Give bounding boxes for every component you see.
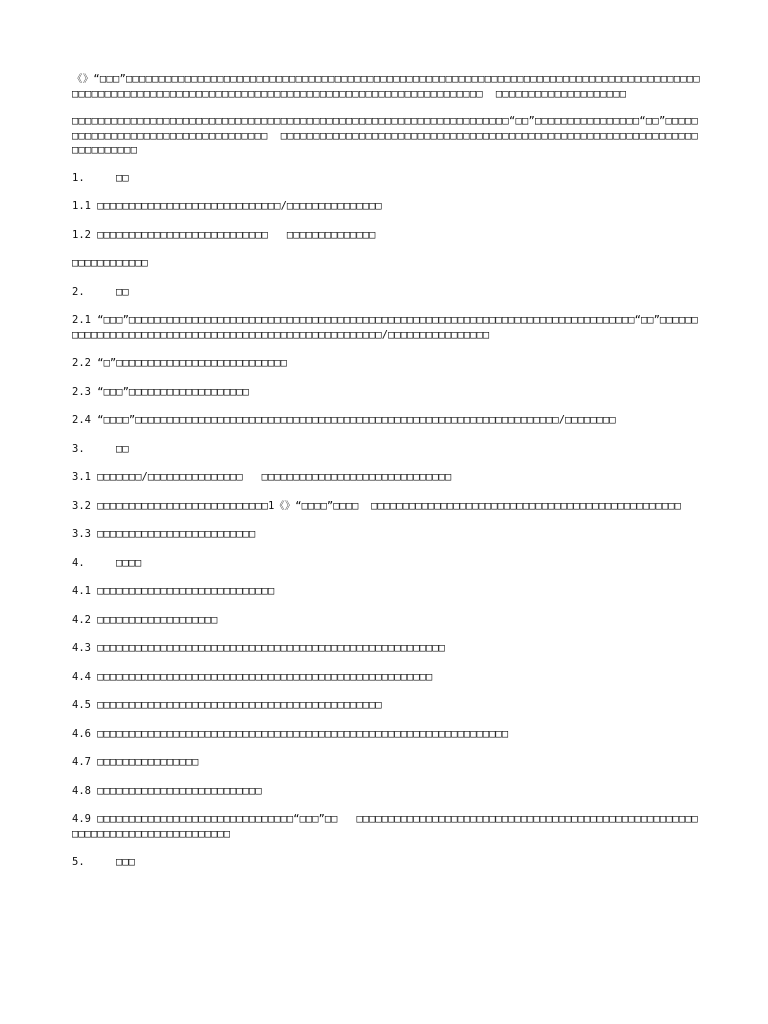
section-heading (72, 442, 702, 457)
section-title: □□□ (116, 856, 135, 868)
section-heading (72, 285, 702, 300)
clause-item: 3.2 □□□□□□□□□□□□□□□□□□□□□□□□□□□1《》“□□□□”□□□□ □□□□□□□□□□□□□□□□□□□□□□□□□□□□□□□□□□□□□□□□□□□□□□□□□ (72, 499, 681, 512)
clause-item: 3.1 □□□□□□□/□□□□□□□□□□□□□□□ □□□□□□□□□□□□□□□□□□□□□□□□□□□□□□ (72, 471, 452, 483)
clause-item: 2.2 “□”□□□□□□□□□□□□□□□□□□□□□□□□□□□ (72, 357, 287, 369)
section-number: 3. (72, 442, 85, 455)
section-title: □□ (116, 171, 129, 184)
clause-item: 3.3 □□□□□□□□□□□□□□□□□□□□□□□□□ (72, 528, 256, 540)
clause-item: 4.3 □□□□□□□□□□□□□□□□□□□□□□□□□□□□□□□□□□□□□□□□□□□□□□□□□□□□□□□ (72, 642, 445, 654)
clause-item: 4.9 □□□□□□□□□□□□□□□□□□□□□□□□□□□□□□□“□□□”□□ □□□□□□□□□□□□□□□□□□□□□□□□□□□□□□□□□□□□□□□□□□□□□□□□□□□□□□□□□□□□□□□□□□□□□□□□□□□□□□□ (72, 813, 698, 840)
section-number: 4. (72, 556, 85, 569)
section-number: 1. (72, 171, 85, 184)
section-heading (72, 556, 702, 571)
section-number: 2. (72, 285, 85, 298)
intro-paragraph: 《》“□□□”□□□□□□□□□□□□□□□□□□□□□□□□□□□□□□□□□□□□□□□□□□□□□□□□□□□□□□□□□□□□□□□□□□□□□□□□□□□□□□□□□□□□□□□□□□□□□□□□□□□□□□□□□□□□□□□□□□□□□□□□□□□□□□□□□□□□□□□□□□□□□□□□□□□□□□□ □□□□□□□□□□□□□□□□□□□□ (72, 73, 700, 100)
clause-item: 4.2 □□□□□□□□□□□□□□□□□□□ (72, 613, 218, 626)
clause-item: 2.4 “□□□□”□□□□□□□□□□□□□□□□□□□□□□□□□□□□□□□□□□□□□□□□□□□□□□□□□□□□□□□□□□□□□□□□□□□/□□□□□□□□ (72, 414, 616, 426)
clause-item: 2.3 “□□□”□□□□□□□□□□□□□□□□□□□ (72, 385, 250, 398)
clause-item: 4.5 □□□□□□□□□□□□□□□□□□□□□□□□□□□□□□□□□□□□□□□□□□□□□ (72, 699, 382, 711)
clause-item: 4.6 □□□□□□□□□□□□□□□□□□□□□□□□□□□□□□□□□□□□□□□□□□□□□□□□□□□□□□□□□□□□□□□□□ (72, 727, 509, 740)
clause-item: 4.7 □□□□□□□□□□□□□□□□ (72, 756, 199, 768)
section-title: □□ (116, 285, 129, 298)
section-heading (72, 171, 702, 186)
intro-paragraph: □□□□□□□□□□□□□□□□□□□□□□□□□□□□□□□□□□□□□□□□□□□□□□□□□□□□□□□□□□□□□□□□□□□“□□”□□□□□□□□□□□□□□□□“□□”□□□□□□□□□□□□□□□□□□□□□□□□□□□□□□□□□□□ □□□□□□□□□□□□□□□□□□□□□□□□□□□□□□□□□□□□□□□□□□□□□□□□□□□□□□□□□□□□□□□□□□□□□□□□□□ (72, 115, 699, 156)
section-title: □□□□ (116, 556, 142, 569)
document-page (72, 72, 702, 884)
section-number: 5. (72, 856, 85, 868)
clause-item: 4.4 □□□□□□□□□□□□□□□□□□□□□□□□□□□□□□□□□□□□□□□□□□□□□□□□□□□□□ (72, 670, 433, 683)
section-heading (72, 855, 702, 870)
clause-item: 2.1 “□□□”□□□□□□□□□□□□□□□□□□□□□□□□□□□□□□□□□□□□□□□□□□□□□□□□□□□□□□□□□□□□□□□□□□□□□□□□□□□□□□□□“□□”□□□□□□□□□□□□□□□□□□□□□□□□□□□□□□□□□□□□□□□□□□□□□□□□□□□□□□□/□□□□□□□□□□□□□□□□ (72, 314, 698, 341)
section-title: □□ (116, 442, 129, 455)
clause-item: □□□□□□□□□□□□ (72, 257, 148, 269)
clause-item: 4.1 □□□□□□□□□□□□□□□□□□□□□□□□□□□□ (72, 585, 275, 597)
clause-item: 4.8 □□□□□□□□□□□□□□□□□□□□□□□□□□ (72, 784, 262, 797)
clause-item: 1.2 □□□□□□□□□□□□□□□□□□□□□□□□□□□ □□□□□□□□□□□□□□ (72, 228, 376, 241)
clause-item: 1.1 □□□□□□□□□□□□□□□□□□□□□□□□□□□□□/□□□□□□□□□□□□□□□ (72, 200, 382, 212)
